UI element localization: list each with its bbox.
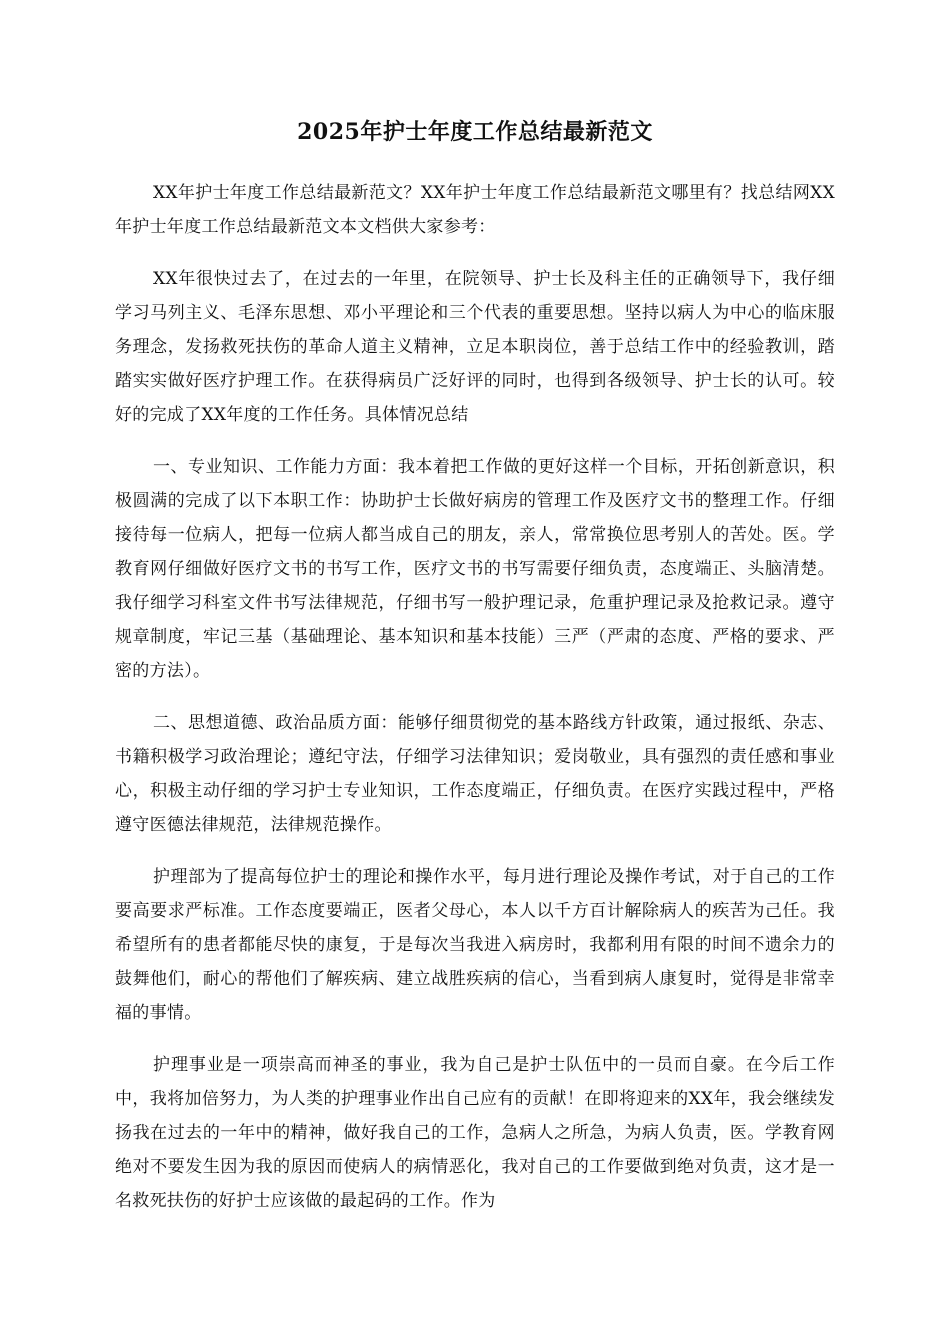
paragraph-overview: XX年很快过去了，在过去的一年里，在院领导、护士长及科主任的正确领导下，我仔细学习马列主义、毛泽东思想、邓小平理论和三个代表的重要思想。坚持以病人为中心的临床服务理念，发扬救死扶伤的革命人道主义精神，立足本职岗位，善于总结工作中的经验教训，踏踏实实做好医疗护理工作。在获得病员广泛好评的同时，也得到各级领导、护士长的认可。较好的完成了XX年度的工作任务。具体情况总结: [115, 269, 835, 425]
paragraph-nursing-training: 护理部为了提高每位护士的理论和操作水平，每月进行理论及操作考试，对于自己的工作要高要求严标准。工作态度要端正，医者父母心，本人以千方百计解除病人的疾苦为己任。我希望所有的患者都能尽快的康复，于是每次当我进入病房时，我都利用有限的时间不遗余力的鼓舞他们，耐心的帮他们了解疾病、建立战胜疾病的信心，当看到病人康复时，觉得是非常幸福的事情。: [115, 867, 835, 1023]
paragraph-professional-skills: 一、专业知识、工作能力方面：我本着把工作做的更好这样一个目标，开拓创新意识，积极圆满的完成了以下本职工作：协助护士长做好病房的管理工作及医疗文书的整理工作。仔细接待每一位病人，把每一位病人都当成自己的朋友，亲人，常常换位思考别人的苦处。医。学教育网仔细做好医疗文书的书写工作，医疗文书的书写需要仔细负责，态度端正、头脑清楚。我仔细学习科室文件书写法律规范，仔细书写一般护理记录，危重护理记录及抢救记录。遵守规章制度，牢记三基（基础理论、基本知识和基本技能）三严（严肃的态度、严格的要求、严密的方法）。: [115, 457, 835, 681]
document-title: 2025年护士年度工作总结最新范文: [297, 119, 653, 145]
paragraph-future-plans: 护理事业是一项崇高而神圣的事业，我为自己是护士队伍中的一员而自豪。在今后工作中，我将加倍努力，为人类的护理事业作出自己应有的贡献！在即将迎来的XX年，我会继续发扬我在过去的一年中的精神，做好我自己的工作，急病人之所急，为病人负责，医。学教育网绝对不要发生因为我的原因而使病人的病情恶化，我对自己的工作要做到绝对负责，这才是一名救死扶伤的好护士应该做的最起码的工作。作为: [115, 1055, 835, 1211]
paragraph-moral-quality: 二、思想道德、政治品质方面：能够仔细贯彻党的基本路线方针政策，通过报纸、杂志、书籍积极学习政治理论；遵纪守法，仔细学习法律知识；爱岗敬业，具有强烈的责任感和事业心，积极主动仔细的学习护士专业知识，工作态度端正，仔细负责。在医疗实践过程中，严格遵守医德法律规范，法律规范操作。: [115, 713, 835, 835]
document-body: [115, 176, 835, 1236]
paragraph-intro: XX年护士年度工作总结最新范文？XX年护士年度工作总结最新范文哪里有？找总结网XX年护士年度工作总结最新范文本文档供大家参考：: [115, 183, 835, 237]
